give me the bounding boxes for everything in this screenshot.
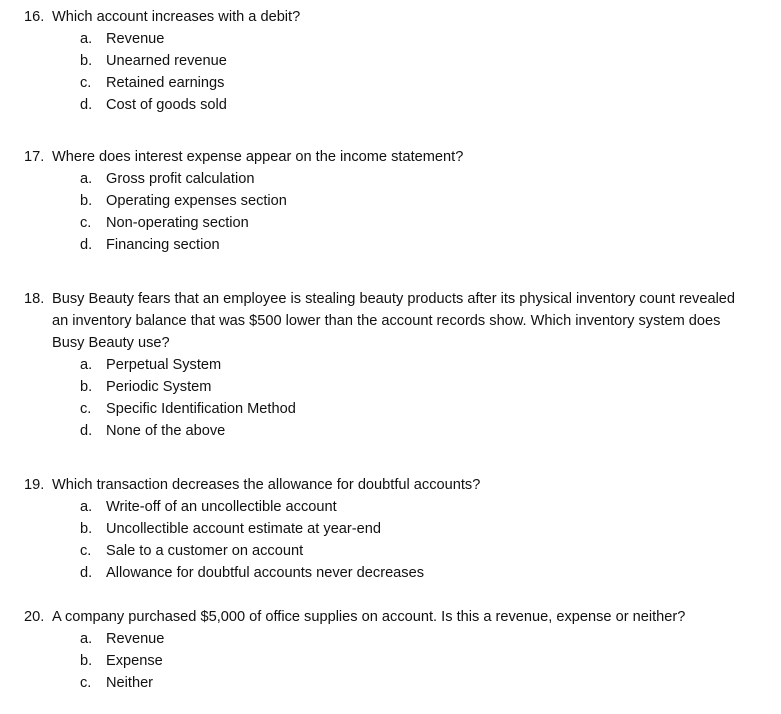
- question-18: [0, 288, 781, 442]
- option-letter: b.: [80, 521, 93, 537]
- option-c: [0, 398, 781, 420]
- question-line: [0, 288, 781, 310]
- option-letter: a.: [80, 499, 93, 515]
- question-number: 18.: [24, 291, 45, 307]
- option-c: [0, 72, 781, 94]
- option-letter: c.: [80, 215, 92, 231]
- question-text: Busy Beauty use?: [52, 335, 170, 351]
- option-a: [0, 496, 781, 518]
- option-text: Revenue: [106, 31, 165, 47]
- question-16: [0, 6, 781, 116]
- option-d: [0, 94, 781, 116]
- option-text: Retained earnings: [106, 75, 225, 91]
- question-line: [0, 146, 781, 168]
- question-line: [0, 474, 781, 496]
- option-text: Perpetual System: [106, 357, 222, 373]
- option-text: Uncollectible account estimate at year-end: [106, 521, 381, 537]
- option-letter: a.: [80, 31, 93, 47]
- option-text: Cost of goods sold: [106, 97, 227, 113]
- option-letter: c.: [80, 675, 92, 691]
- question-number: 17.: [24, 149, 45, 165]
- option-letter: b.: [80, 653, 93, 669]
- question-line: [0, 310, 781, 332]
- question-text: Which account increases with a debit?: [52, 9, 301, 25]
- question-19: [0, 474, 781, 584]
- option-letter: a.: [80, 631, 93, 647]
- option-text: Non-operating section: [106, 215, 249, 231]
- option-text: Sale to a customer on account: [106, 543, 304, 559]
- option-letter: d.: [80, 237, 93, 253]
- option-letter: b.: [80, 53, 93, 69]
- option-b: [0, 50, 781, 72]
- option-b: [0, 650, 781, 672]
- option-letter: c.: [80, 401, 92, 417]
- question-number: 16.: [24, 9, 45, 25]
- question-number: 20.: [24, 609, 45, 625]
- question-line: [0, 606, 781, 628]
- option-letter: b.: [80, 379, 93, 395]
- option-text: Allowance for doubtful accounts never decreases: [106, 565, 425, 581]
- option-b: [0, 376, 781, 398]
- question-text: Busy Beauty fears that an employee is stealing beauty products after its physical inventory count revealed: [52, 291, 736, 307]
- option-b: [0, 518, 781, 540]
- option-c: [0, 212, 781, 234]
- question-line: [0, 332, 781, 354]
- question-number: 19.: [24, 477, 45, 493]
- option-letter: c.: [80, 543, 92, 559]
- option-text: Neither: [106, 675, 154, 691]
- question-20: [0, 606, 781, 694]
- option-d: [0, 234, 781, 256]
- option-text: Periodic System: [106, 379, 212, 395]
- option-a: [0, 628, 781, 650]
- question-text: Where does interest expense appear on the income statement?: [52, 149, 464, 165]
- option-text: Gross profit calculation: [106, 171, 255, 187]
- option-letter: d.: [80, 97, 93, 113]
- option-letter: a.: [80, 357, 93, 373]
- question-text: Which transaction decreases the allowance for doubtful accounts?: [52, 477, 481, 493]
- option-a: [0, 354, 781, 376]
- option-text: None of the above: [106, 423, 226, 439]
- option-b: [0, 190, 781, 212]
- option-a: [0, 168, 781, 190]
- question-text: an inventory balance that was $500 lower than the account records show. Which inventory system does: [52, 313, 721, 329]
- question-17: [0, 146, 781, 256]
- option-letter: d.: [80, 565, 93, 581]
- option-text: Expense: [106, 653, 163, 669]
- option-text: Unearned revenue: [106, 53, 227, 69]
- option-a: [0, 28, 781, 50]
- option-text: Write-off of an uncollectible account: [106, 499, 337, 515]
- option-letter: a.: [80, 171, 93, 187]
- question-line: [0, 6, 781, 28]
- option-d: [0, 562, 781, 584]
- option-c: [0, 540, 781, 562]
- option-text: Financing section: [106, 237, 220, 253]
- option-c: [0, 672, 781, 694]
- option-text: Specific Identification Method: [106, 401, 296, 417]
- option-letter: c.: [80, 75, 92, 91]
- option-d: [0, 420, 781, 442]
- question-text: A company purchased $5,000 of office supplies on account. Is this a revenue, expense or neither?: [52, 609, 686, 625]
- option-letter: b.: [80, 193, 93, 209]
- option-letter: d.: [80, 423, 93, 439]
- option-text: Revenue: [106, 631, 165, 647]
- option-text: Operating expenses section: [106, 193, 287, 209]
